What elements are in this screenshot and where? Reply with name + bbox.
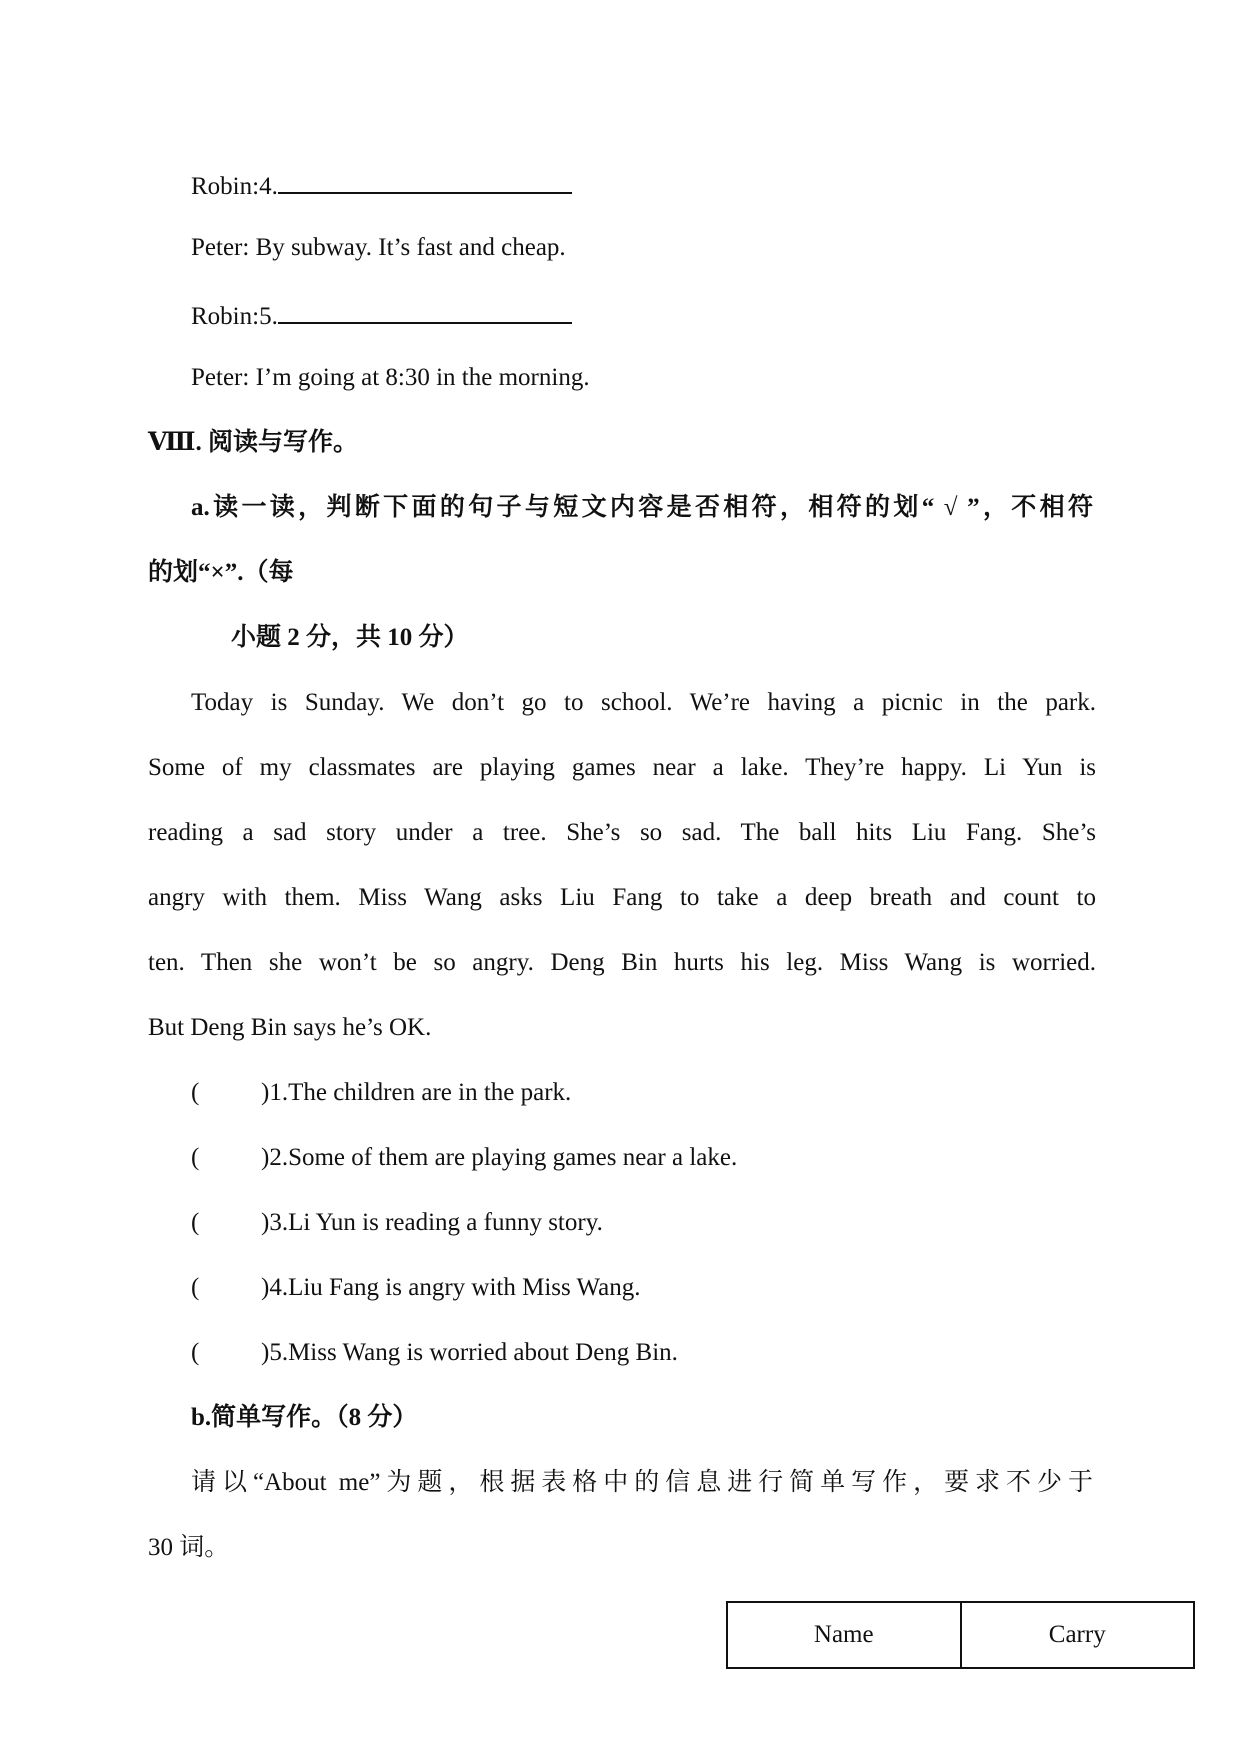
judgement-question-4[interactable] <box>191 1273 640 1303</box>
passage-line: Today is Sunday. We don’t go to school. We’re having a picnic in the park. <box>191 689 1096 716</box>
part-b-instruction-line1: 请以“About me”为题，根据表格中的信息进行简单写作，要求不少于 <box>191 1469 1093 1496</box>
part-a-instruction-line2: 的划“×”.（每 <box>148 559 294 586</box>
passage-line: Some of my classmates are playing games near a lake. They’re happy. Li Yun is <box>148 754 1096 781</box>
dialogue-text: By subway. It’s fast and cheap. <box>255 234 566 261</box>
passage-line: angry with them. Miss Wang asks Liu Fang to take a deep breath and count to <box>148 884 1096 911</box>
table-label-cell: Name <box>727 1602 961 1668</box>
passage-line: reading a sad story under a tree. She’s so sad. The ball hits Liu Fang. She’s <box>148 819 1096 846</box>
dialogue-line-robin-5 <box>191 298 572 332</box>
answer-blank-4[interactable] <box>278 168 572 194</box>
part-b-heading: b.简单写作。（8 分） <box>191 1404 418 1431</box>
speaker-label: Peter: <box>191 234 256 261</box>
passage-line: ten. Then she won’t be so angry. Deng Bin hurts his leg. Miss Wang is worried. <box>148 949 1096 976</box>
judgement-question-2[interactable] <box>191 1143 737 1173</box>
passage-line: But Deng Bin says he’s OK. <box>148 1014 432 1041</box>
judgement-question-3[interactable] <box>191 1208 603 1238</box>
speaker-label: Robin:5. <box>191 303 278 330</box>
info-table <box>726 1601 1195 1669</box>
part-a-instruction-line1: a.读一读，判断下面的句子与短文内容是否相符，相符的划“ √ ”，不相符 <box>191 494 1093 521</box>
answer-paren[interactable]: ( <box>191 1144 200 1171</box>
question-text: )4.Liu Fang is angry with Miss Wang. <box>261 1274 641 1301</box>
question-text: )3.Li Yun is reading a funny story. <box>261 1209 603 1236</box>
speaker-label: Robin:4. <box>191 173 278 200</box>
answer-paren[interactable]: ( <box>191 1079 200 1106</box>
dialogue-line-peter-2 <box>191 363 590 393</box>
answer-paren[interactable]: ( <box>191 1274 200 1301</box>
section-heading: Ⅷ. 阅读与写作。 <box>148 429 358 456</box>
judgement-question-5[interactable] <box>191 1338 678 1368</box>
answer-paren[interactable]: ( <box>191 1209 200 1236</box>
answer-paren[interactable]: ( <box>191 1339 200 1366</box>
dialogue-line-peter-1 <box>191 233 566 263</box>
answer-blank-5[interactable] <box>278 298 572 324</box>
table-value-cell: Carry <box>961 1602 1195 1668</box>
part-a-instruction-line3: 小题 2 分，共 10 分） <box>231 624 469 651</box>
dialogue-text: I’m going at 8:30 in the morning. <box>255 364 590 391</box>
question-text: )1.The children are in the park. <box>261 1079 572 1106</box>
table-row <box>727 1602 1194 1668</box>
question-text: )2.Some of them are playing games near a lake. <box>261 1144 738 1171</box>
judgement-question-1[interactable] <box>191 1078 571 1108</box>
speaker-label: Peter: <box>191 364 256 391</box>
part-b-instruction-line2: 30 词。 <box>148 1534 230 1561</box>
dialogue-line-robin-4 <box>191 168 572 202</box>
question-text: )5.Miss Wang is worried about Deng Bin. <box>261 1339 678 1366</box>
